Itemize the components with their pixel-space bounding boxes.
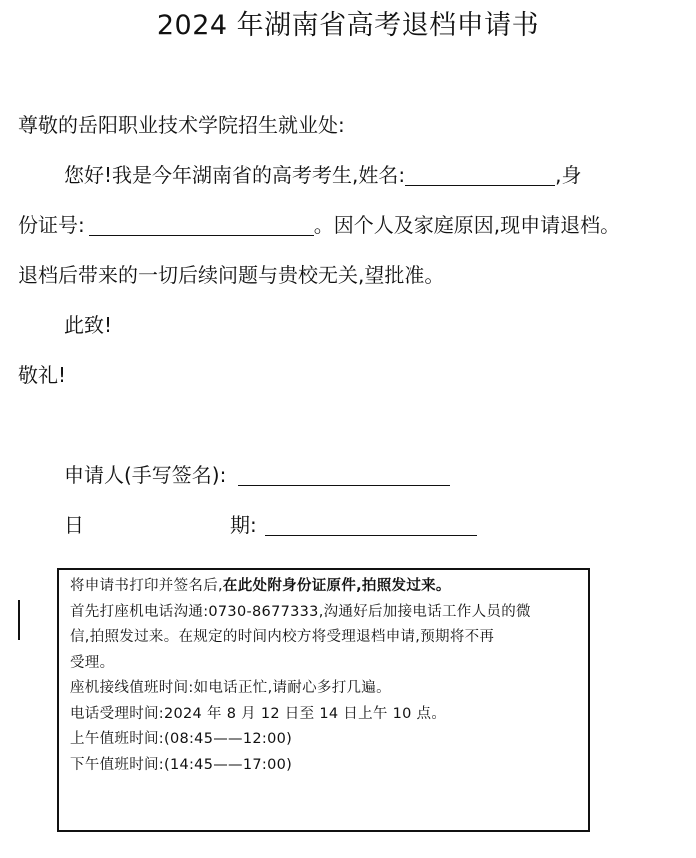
closing-regards: 此致!: [64, 313, 113, 337]
note-line-1: [70, 574, 578, 600]
note-line-3: 信,拍照发过来。在规定的时间内校方将受理退档申请,预期将不再: [70, 629, 495, 645]
instructions-box: [57, 568, 590, 832]
document-title: 2024 年湖南省高考退档申请书: [156, 10, 540, 41]
date-label-day: 日: [64, 513, 84, 537]
note-plain: 将申请书打印并签名后,: [70, 578, 223, 594]
note-line-4: 受理。: [70, 654, 115, 671]
text-cursor: [18, 600, 20, 640]
date-blank[interactable]: [265, 513, 477, 536]
note-line-2: 首先打座机电话沟通:0730-8677333,沟通好后加接电话工作人员的微: [70, 603, 531, 620]
note-line-8: 下午值班时间:(14:45——17:00): [70, 756, 293, 773]
paragraph-line-2: [18, 210, 620, 240]
name-blank[interactable]: [405, 163, 555, 186]
note-emphasis: 在此处附身份证原件,拍照发过来。: [222, 578, 451, 594]
intro-text: 您好!我是今年湖南省的高考考生,姓名:: [64, 163, 406, 187]
salutation: 尊敬的岳阳职业技术学院招生就业处:: [18, 113, 345, 137]
note-line-5: 座机接线值班时间:如电话正忙,请耐心多打几遍。: [70, 680, 391, 696]
paragraph-line-3: 退档后带来的一切后续问题与贵校无关,望批准。: [18, 263, 445, 287]
signature-blank[interactable]: [238, 463, 450, 486]
date-line: [64, 510, 477, 540]
intro-text-tail: ,身: [555, 163, 582, 187]
reason-text: 。因个人及家庭原因,现申请退档。: [313, 213, 621, 237]
note-line-7: 上午值班时间:(08:45——12:00): [70, 731, 293, 747]
date-label-period: 期:: [230, 513, 257, 537]
note-line-6: 电话受理时间:2024 年 8 月 12 日至 14 日上午 10 点。: [70, 705, 447, 722]
id-number-blank[interactable]: [89, 213, 314, 236]
closing-salute: 敬礼!: [18, 363, 67, 387]
id-label: 份证号:: [18, 213, 85, 237]
applicant-signature-line: [64, 460, 450, 490]
paragraph-line-1: [64, 160, 581, 190]
applicant-label: 申请人(手写签名):: [64, 463, 227, 487]
